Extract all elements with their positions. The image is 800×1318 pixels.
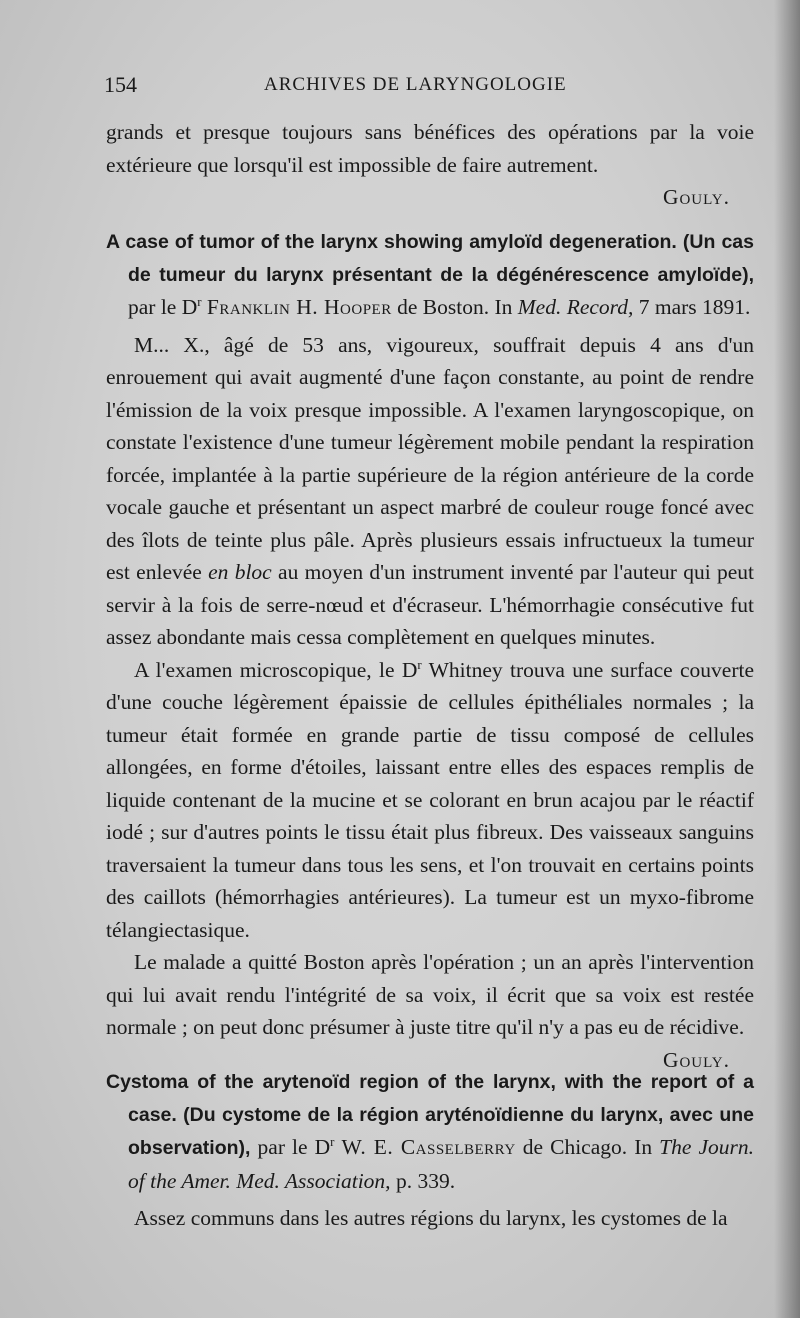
cite-journal-2: The Journ. of the Amer. Med. Association, [128,1135,755,1193]
review-entry-2 [106,1066,754,1235]
p1-italic: en bloc [208,560,272,584]
signature-gouly-1: Gouly. [662,185,730,209]
cite-prefix: par le D [128,295,198,319]
entry-1-paragraph-3: Le malade a quitté Boston après l'opération ; un an après l'intervention qui lui avait rendu l'intégrité de sa voix, il écrit que sa voix est restée normale ; on peut donc présumer à juste titre qu'il n'y a pas eu de récidive. [106,950,754,1039]
page-header [104,72,724,102]
cite-sup: r [197,294,202,309]
cite-date: 7 mars 1891. [638,295,751,319]
page-edge-shadow [774,0,800,1318]
block-continuation [106,116,754,214]
p2-sup: r [417,657,422,672]
page-number: 154 [104,72,137,97]
cite-author: Franklin H. Hooper [206,295,392,319]
entry-2-paragraph-1: Assez communs dans les autres régions du larynx, les cystomes de la [134,1206,728,1230]
entry-citation-1 [128,295,750,319]
cite-sup-2: r [330,1134,335,1149]
p1-text-b: au moyen d'un instrument inventé par l'auteur qui peut servir à la fois de serre-nœud et d'écraseur. L'hémorrhagie consécutive fut assez abondante mais cessa complètement en quelques minutes. [106,560,755,649]
cite-journal: Med. Record, [517,295,634,319]
running-title: ARCHIVES DE LARYNGOLOGIE [264,74,567,95]
entry-1-paragraph-2 [106,654,754,947]
p2-text-a: A l'examen microscopique, le D [134,657,418,682]
cite-author-2: W. E. Casselberry [341,1135,516,1159]
entry-title-1-bold: A case of tumor of the larynx showing amyloïd degeneration. (Un cas de tumeur du larynx présentant de la dégénérescence amyloïde), [106,231,754,286]
continuation-paragraph: grands et presque toujours sans bénéfices des opérations par la voie extérieure que lorsqu'il est impossible de faire autrement. [106,120,754,177]
entry-title-1 [106,226,754,325]
cite-place: de Boston. In [397,295,513,319]
cite-place-2: de Chicago. In [522,1135,653,1159]
entry-title-2 [106,1066,754,1198]
signature-gouly-2: Gouly. [662,1047,730,1072]
entry-1-paragraph-1 [106,329,754,654]
cite-page-2: p. 339. [395,1168,456,1193]
p2-text-b: Whitney trouva une surface couverte d'une couche légèrement épaissie de cellules épithéliales normales ; la tumeur était formée en grande partie de tissu composé de cellules allongées, en forme d'étoiles, laissant entre elles des espaces remplis de liquide contenant de la mucine et se colorant en brun acajou par le réactif iodé ; sur d'autres points le tissu était plus fibreux. Des vaisseaux sanguins traversaient la tumeur dans tous les sens, et l'on trouvait en certains points des caillots (hémorrhagies antérieures). La tumeur est un myxo-fibrome télangiectasique. [106,657,754,942]
review-entry-1 [106,226,754,1076]
entry-title-2-bold: Cystoma of the arytenoïd region of the larynx, with the report of a case. (Du cystome de la région aryténoïdienne du larynx, avec une observation), [106,1071,754,1159]
p1-text-a: M... X., âgé de 53 ans, vigoureux, souffrait depuis 4 ans d'un enrouement qui avait augmenté d'une façon constante, au point de rendre l'émission de la voix presque impossible. A l'examen laryngoscopique, on constate l'existence d'une tumeur légèrement mobile pendant la respiration forcée, implantée à la partie supérieure de la région antérieure de la corde vocale gauche et présentant un aspect marbré de couleur rouge foncé avec des îlots de teinte plus pâle. Après plusieurs essais infructueux la tumeur est enlevée [106,332,754,584]
cite-prefix-2: par le D [257,1135,331,1159]
